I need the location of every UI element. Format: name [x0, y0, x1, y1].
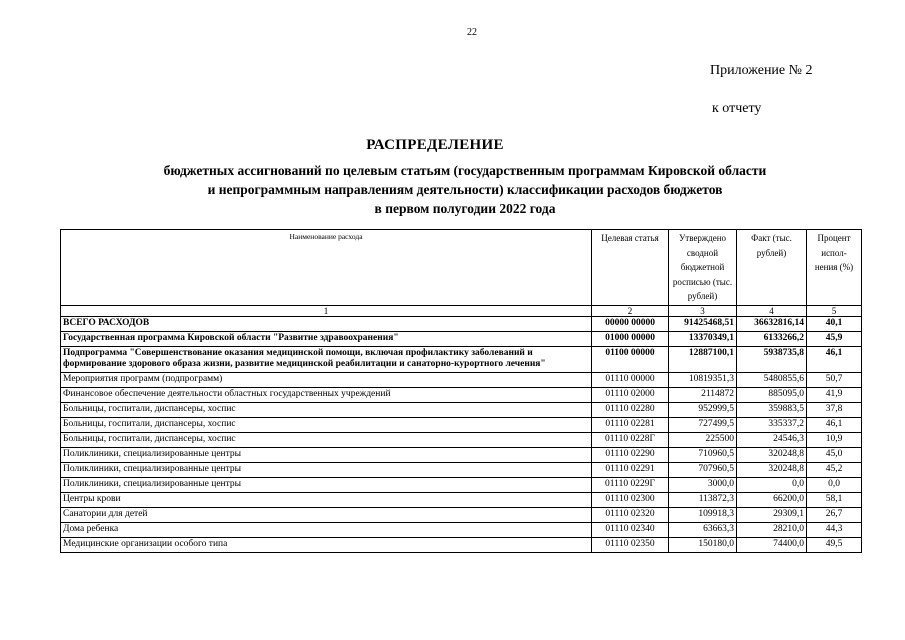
budget-table — [60, 229, 862, 553]
table-row — [61, 346, 862, 372]
table-row — [61, 492, 862, 507]
cell-fact: 29309,1 — [737, 507, 807, 522]
cell-name: Центры крови — [61, 492, 592, 507]
table-row — [61, 417, 862, 432]
cell-fact: 359883,5 — [737, 402, 807, 417]
cell-code: 01110 02300 — [592, 492, 669, 507]
cell-name: Государственная программа Кировской области "Развитие здравоохранения" — [61, 331, 592, 346]
table-row — [61, 402, 862, 417]
cell-fact: 24546,3 — [737, 432, 807, 447]
cell-percent: 46,1 — [807, 346, 862, 372]
subtitle-line: бюджетных ассигнований по целевым статьям (государственным программам Кировской области — [163, 163, 767, 178]
cell-code: 01110 0229Г — [592, 477, 669, 492]
cell-fact: 335337,2 — [737, 417, 807, 432]
column-number: 1 — [61, 305, 592, 316]
column-number: 3 — [669, 305, 737, 316]
header-code: Целевая статья — [592, 230, 669, 306]
cell-approved: 91425468,51 — [669, 316, 737, 331]
cell-approved: 113872,3 — [669, 492, 737, 507]
cell-name: Финансовое обеспечение деятельности областных государственных учреждений — [61, 387, 592, 402]
cell-fact: 5480855,6 — [737, 372, 807, 387]
cell-code: 01110 02291 — [592, 462, 669, 477]
cell-percent: 46,1 — [807, 417, 862, 432]
cell-fact: 885095,0 — [737, 387, 807, 402]
column-number: 4 — [737, 305, 807, 316]
cell-name: Поликлиники, специализированные центры — [61, 477, 592, 492]
cell-name: ВСЕГО РАСХОДОВ — [61, 316, 592, 331]
cell-approved: 12887100,1 — [669, 346, 737, 372]
table-row — [61, 331, 862, 346]
document-title: РАСПРЕДЕЛЕНИЕ — [366, 137, 504, 153]
cell-approved: 710960,5 — [669, 447, 737, 462]
cell-percent: 49,5 — [807, 537, 862, 552]
cell-name: Поликлиники, специализированные центры — [61, 462, 592, 477]
table-row — [61, 477, 862, 492]
cell-approved: 727499,5 — [669, 417, 737, 432]
table-row — [61, 387, 862, 402]
cell-percent: 10,9 — [807, 432, 862, 447]
cell-approved: 707960,5 — [669, 462, 737, 477]
cell-percent: 45,9 — [807, 331, 862, 346]
cell-percent: 40,1 — [807, 316, 862, 331]
table-header-row — [61, 230, 862, 306]
cell-percent: 37,8 — [807, 402, 862, 417]
cell-name: Санатории для детей — [61, 507, 592, 522]
cell-percent: 50,7 — [807, 372, 862, 387]
cell-name: Мероприятия программ (подпрограмм) — [61, 372, 592, 387]
subtitle-line: и непрограммным направлениям деятельности) классификации расходов бюджетов — [207, 182, 723, 197]
cell-percent: 41,9 — [807, 387, 862, 402]
cell-percent: 44,3 — [807, 522, 862, 537]
cell-approved: 109918,3 — [669, 507, 737, 522]
cell-approved: 225500 — [669, 432, 737, 447]
cell-code: 01110 02320 — [592, 507, 669, 522]
cell-percent: 26,7 — [807, 507, 862, 522]
cell-percent: 45,2 — [807, 462, 862, 477]
cell-approved: 952999,5 — [669, 402, 737, 417]
cell-fact: 320248,8 — [737, 462, 807, 477]
to-report-label: к отчету — [712, 101, 762, 116]
cell-approved: 3000,0 — [669, 477, 737, 492]
cell-fact: 74400,0 — [737, 537, 807, 552]
cell-name: Дома ребенка — [61, 522, 592, 537]
cell-approved: 63663,3 — [669, 522, 737, 537]
table-row — [61, 316, 862, 331]
table-row — [61, 537, 862, 552]
page-number: 22 — [467, 27, 477, 38]
cell-name: Больницы, госпитали, диспансеры, хоспис — [61, 417, 592, 432]
cell-percent: 0,0 — [807, 477, 862, 492]
table-row — [61, 372, 862, 387]
cell-percent: 45,0 — [807, 447, 862, 462]
cell-fact: 36632816,14 — [737, 316, 807, 331]
cell-code: 00000 00000 — [592, 316, 669, 331]
table-row — [61, 447, 862, 462]
cell-fact: 320248,8 — [737, 447, 807, 462]
table-row — [61, 522, 862, 537]
cell-code: 01110 02340 — [592, 522, 669, 537]
cell-fact: 6133266,2 — [737, 331, 807, 346]
cell-code: 01110 02000 — [592, 387, 669, 402]
appendix-label: Приложение № 2 — [710, 63, 813, 78]
header-fact: Факт (тыс. рублей) — [737, 230, 807, 306]
cell-fact: 66200,0 — [737, 492, 807, 507]
cell-name: Больницы, госпитали, диспансеры, хоспис — [61, 402, 592, 417]
cell-approved: 13370349,1 — [669, 331, 737, 346]
table-row — [61, 462, 862, 477]
cell-fact: 28210,0 — [737, 522, 807, 537]
cell-code: 01110 02281 — [592, 417, 669, 432]
document-subtitle — [60, 161, 870, 218]
cell-percent: 58,1 — [807, 492, 862, 507]
table-row — [61, 507, 862, 522]
cell-code: 01110 02280 — [592, 402, 669, 417]
cell-name: Подпрограмма "Совершенствование оказания медицинской помощи, включая профилактику заболеваний и формирование здорового образа жизни, развитие медицинской реабилитации и санаторно-курортного лечения" — [61, 346, 592, 372]
cell-code: 01110 02350 — [592, 537, 669, 552]
cell-name: Больницы, госпитали, диспансеры, хоспис — [61, 432, 592, 447]
header-approved: Утверждено сводной бюджетной росписью (тыс. рублей) — [669, 230, 737, 306]
cell-approved: 150180,0 — [669, 537, 737, 552]
cell-code: 01100 00000 — [592, 346, 669, 372]
cell-code: 01000 00000 — [592, 331, 669, 346]
table-row — [61, 432, 862, 447]
cell-fact: 0,0 — [737, 477, 807, 492]
cell-approved: 10819351,3 — [669, 372, 737, 387]
cell-code: 01110 00000 — [592, 372, 669, 387]
cell-code: 01110 02290 — [592, 447, 669, 462]
header-percent: Процент испол- нения (%) — [807, 230, 862, 306]
subtitle-line: в первом полугодии 2022 года — [374, 201, 556, 216]
column-number-row — [61, 305, 862, 316]
header-name: Наименование расхода — [61, 230, 592, 306]
cell-fact: 5938735,8 — [737, 346, 807, 372]
cell-code: 01110 0228Г — [592, 432, 669, 447]
column-number: 2 — [592, 305, 669, 316]
cell-name: Поликлиники, специализированные центры — [61, 447, 592, 462]
column-number: 5 — [807, 305, 862, 316]
cell-name: Медицинские организации особого типа — [61, 537, 592, 552]
cell-approved: 2114872 — [669, 387, 737, 402]
